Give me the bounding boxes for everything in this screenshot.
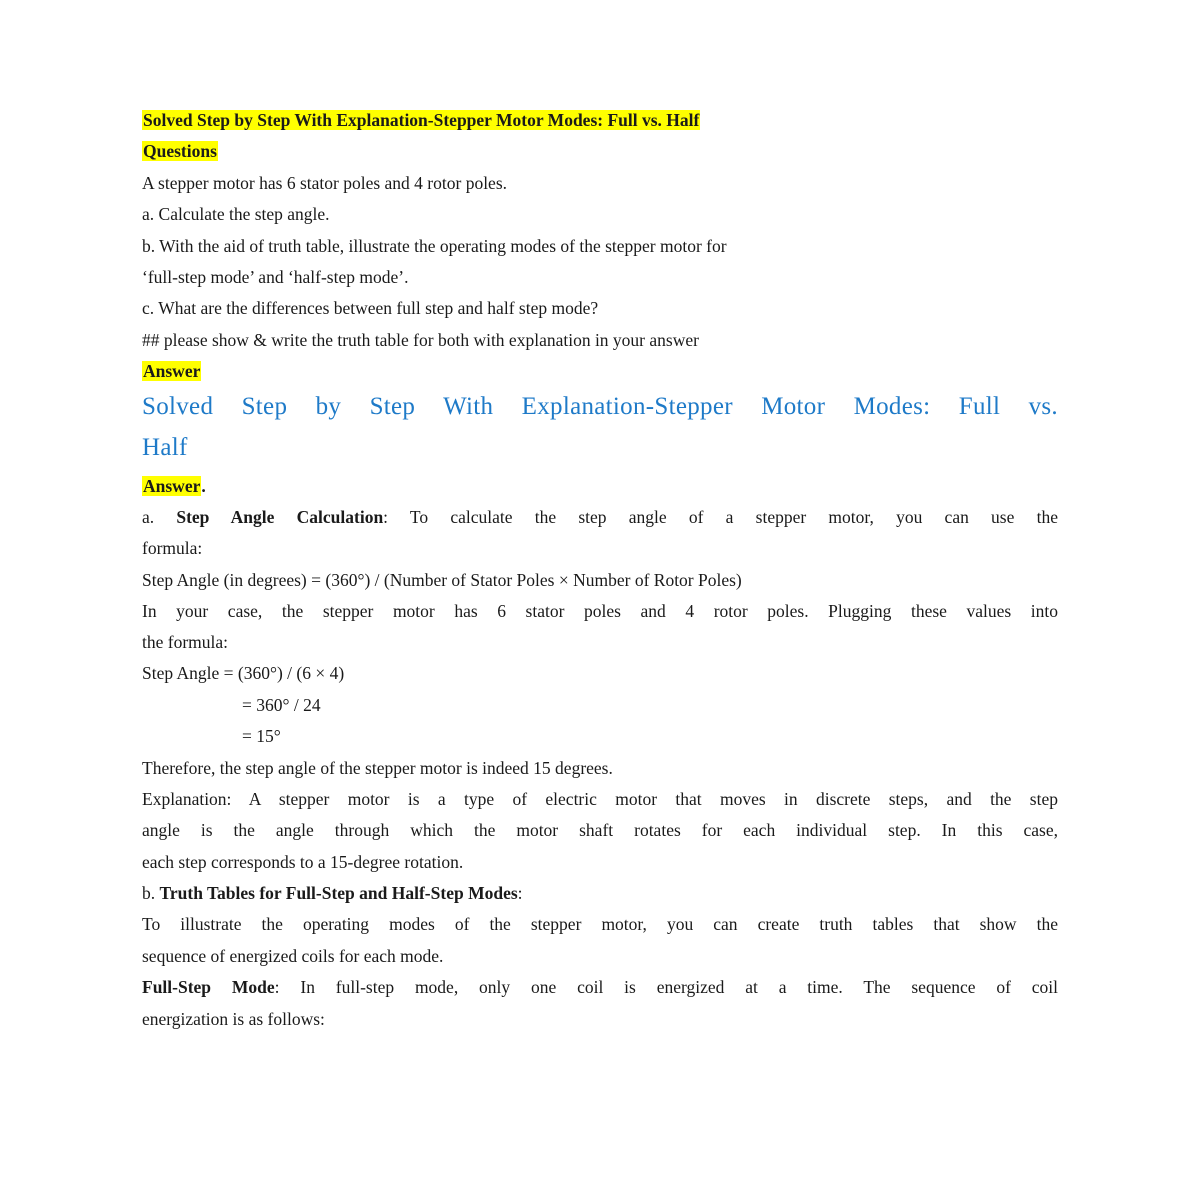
question-note: ## please show & write the truth table for both with explanation in your answer	[142, 330, 699, 350]
question-b-line-1: b. With the aid of truth table, illustrate the operating modes of the stepper motor for	[142, 236, 727, 256]
truth-tables-heading: Truth Tables for Full-Step and Half-Step Modes	[159, 883, 518, 903]
step-angle-intro-cont: formula:	[142, 538, 203, 558]
full-step-line-2: energization is as follows:	[142, 1009, 325, 1029]
calc-step-2: = 360° / 24	[242, 695, 321, 715]
answer-label-2: Answer	[143, 476, 201, 496]
full-step-text: : In full-step mode, only one coil is energized at a time. The sequence of coil	[274, 977, 1058, 997]
calc-step-1: Step Angle = (360°) / (6 × 4)	[142, 663, 345, 683]
illustrate-line-1: To illustrate the operating modes of the stepper motor, you can create truth tables that show the	[142, 914, 1058, 934]
part-a-prefix: a.	[142, 507, 177, 527]
case-line-1: In your case, the stepper motor has 6 stator poles and 4 rotor poles. Plugging these values into	[142, 601, 1058, 621]
part-b-heading	[142, 882, 523, 904]
answer-heading-line-1: Solved Step by Step With Explanation-Stepper Motor Modes: Full vs.	[142, 393, 1058, 420]
question-a: a. Calculate the step angle.	[142, 204, 330, 224]
explanation-line-3: each step corresponds to a 15-degree rotation.	[142, 852, 464, 872]
therefore-line: Therefore, the step angle of the stepper motor is indeed 15 degrees.	[142, 758, 613, 778]
question-intro: A stepper motor has 6 stator poles and 4 rotor poles.	[142, 173, 508, 193]
questions-label: Questions	[143, 141, 217, 161]
step-angle-intro	[142, 506, 1058, 528]
answer-label-line	[142, 360, 201, 382]
title-line	[142, 109, 700, 131]
calc-step-3: = 15°	[242, 726, 281, 746]
step-angle-calculation-heading: Step Angle Calculation	[176, 507, 384, 527]
full-step-line-1	[142, 976, 1058, 998]
answer-label: Answer	[143, 361, 201, 381]
case-line-2: the formula:	[142, 632, 229, 652]
answer-label-2-line	[142, 475, 206, 497]
step-angle-intro-text: : To calculate the step angle of a stepper motor, you can use the	[383, 507, 1058, 527]
step-angle-formula: Step Angle (in degrees) = (360°) / (Number of Stator Poles × Number of Rotor Poles)	[142, 570, 742, 590]
explanation-line-1: Explanation: A stepper motor is a type of electric motor that moves in discrete steps, and the step	[142, 789, 1058, 809]
answer-period: .	[201, 476, 206, 496]
part-b-colon: :	[517, 883, 523, 903]
question-b-line-2: ‘full-step mode’ and ‘half-step mode’.	[142, 267, 409, 287]
illustrate-line-2: sequence of energized coils for each mode.	[142, 946, 444, 966]
part-b-prefix: b.	[142, 883, 160, 903]
answer-heading-line-2: Half	[142, 434, 188, 461]
explanation-line-2: angle is the angle through which the motor shaft rotates for each individual step. In this case,	[142, 820, 1058, 840]
highlighted-title: Solved Step by Step With Explanation-Stepper Motor Modes: Full vs. Half	[143, 110, 700, 130]
questions-label-line	[142, 140, 218, 162]
question-c: c. What are the differences between full step and half step mode?	[142, 298, 599, 318]
full-step-mode-heading: Full-Step Mode	[142, 977, 275, 997]
